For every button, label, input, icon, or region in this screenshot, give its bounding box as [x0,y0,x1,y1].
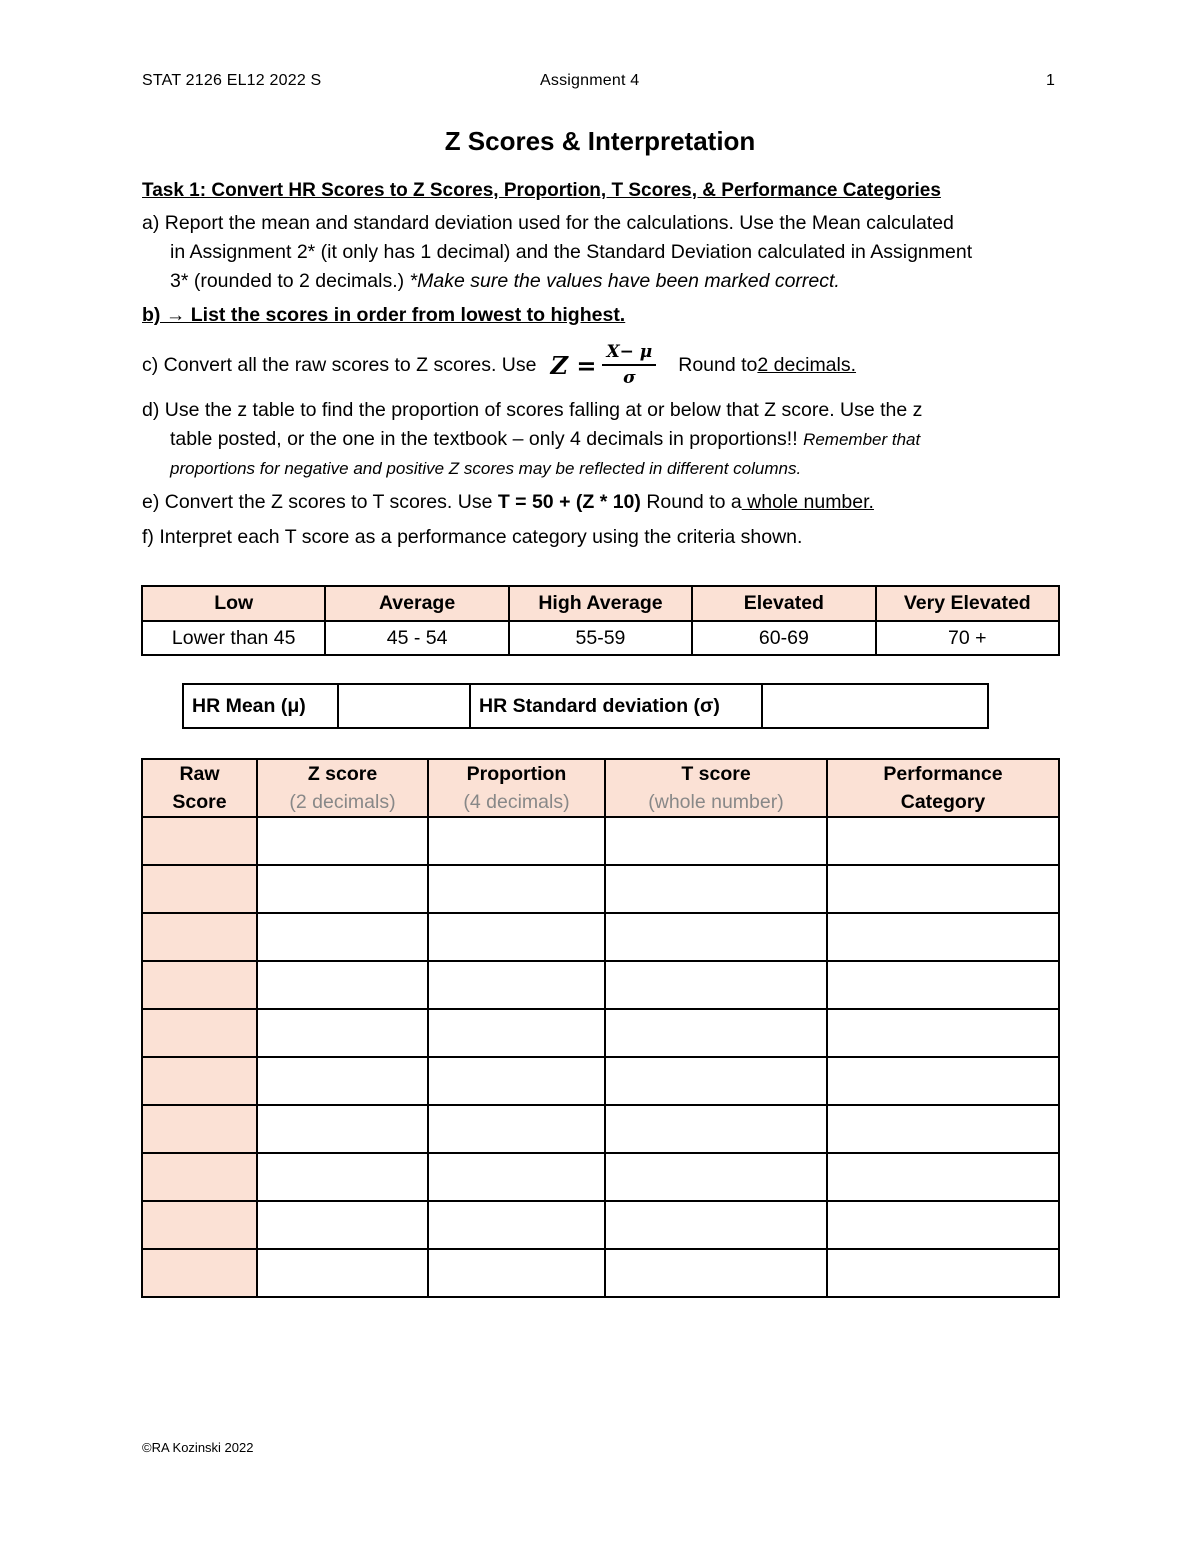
item-d-line2 [170,428,920,451]
category-high-average-range: 55-59 [509,621,692,655]
table-row [142,1105,1059,1153]
performance-category-cell[interactable] [827,1201,1059,1249]
z-score-header-note: (2 decimals) [289,791,396,813]
t-score-cell[interactable] [605,961,827,1009]
item-e-text: e) Convert the Z scores to T scores. Use [142,491,498,513]
t-score-cell[interactable] [605,817,827,865]
t-score-cell[interactable] [605,1105,827,1153]
item-c-round-value: 2 decimals. [757,353,857,376]
raw-score-cell[interactable] [142,913,257,961]
item-e-round-label: Round to a [646,491,742,513]
header-course: STAT 2126 EL12 2022 S [142,72,322,89]
performance-category-cell[interactable] [827,1057,1059,1105]
category-very-elevated-range: 70 + [876,621,1059,655]
raw-score-cell[interactable] [142,1009,257,1057]
raw-score-cell[interactable] [142,1057,257,1105]
scores-table [141,758,1060,1298]
category-elevated-range: 60-69 [692,621,875,655]
category-average-header: Average [325,586,508,621]
z-score-header-line1: Z score [307,763,378,785]
t-formula: T = 50 + (Z * 10) [497,491,647,513]
z-formula-fraction [602,342,656,388]
item-c-text: c) Convert all the raw scores to Z scores. Use [142,353,537,376]
z-score-cell[interactable] [257,1153,428,1201]
hr-stats-table [182,683,989,729]
item-c [142,338,856,392]
t-score-header-note: (whole number) [648,791,784,813]
raw-score-header-line2: Score [172,791,227,813]
item-a-note: *Make sure the values have been marked correct. [409,270,840,292]
z-score-cell[interactable] [257,1105,428,1153]
raw-score-cell[interactable] [142,865,257,913]
t-score-cell[interactable] [605,1153,827,1201]
category-low-range: Lower than 45 [142,621,325,655]
z-score-cell[interactable] [257,1249,428,1297]
z-score-cell[interactable] [257,1057,428,1105]
table-row [142,913,1059,961]
hr-mean-input[interactable] [338,684,470,728]
table-row [142,1009,1059,1057]
z-score-cell[interactable] [257,817,428,865]
raw-score-cell[interactable] [142,1201,257,1249]
raw-score-cell[interactable] [142,1153,257,1201]
scores-table-body [142,817,1059,1297]
performance-category-cell[interactable] [827,913,1059,961]
item-f: f) Interpret each T score as a performance category using the criteria shown. [142,526,803,548]
z-score-cell[interactable] [257,1009,428,1057]
page-title: Z Scores & Interpretation [444,126,756,156]
t-score-cell[interactable] [605,1249,827,1297]
item-d-line1: d) Use the z table to find the proportion of scores falling at or below that Z score. Use the z [142,399,923,421]
category-average-range: 45 - 54 [325,621,508,655]
hr-sd-label: HR Standard deviation (σ) [470,684,762,728]
item-e [142,491,874,514]
performance-category-cell[interactable] [827,1009,1059,1057]
item-e-round-value: whole number. [741,491,874,513]
table-row [142,1153,1059,1201]
proportion-header-line1: Proportion [466,763,567,785]
performance-category-cell[interactable] [827,817,1059,865]
z-formula-lhs: Z = [550,350,597,380]
item-d-note-start: Remember that [803,430,921,449]
raw-score-header-line1: Raw [179,763,220,785]
t-score-cell[interactable] [605,913,827,961]
task-heading: Task 1: Convert HR Scores to Z Scores, Proportion, T Scores, & Performance Categories [142,180,941,201]
item-a-line3 [170,270,840,293]
category-low-header: Low [142,586,325,621]
t-score-cell[interactable] [605,1201,827,1249]
table-row [142,865,1059,913]
raw-score-cell[interactable] [142,961,257,1009]
header-page-number: 1 [1046,72,1056,89]
table-row [142,961,1059,1009]
z-score-cell[interactable] [257,1201,428,1249]
raw-score-cell[interactable] [142,1105,257,1153]
z-formula-numerator: X− μ [602,342,656,366]
raw-score-cell[interactable] [142,817,257,865]
z-score-cell[interactable] [257,865,428,913]
performance-category-cell[interactable] [827,1249,1059,1297]
performance-category-cell[interactable] [827,1153,1059,1201]
item-d-line2-text: table posted, or the one in the textbook – only 4 decimals in proportions!! [170,428,804,450]
z-score-cell[interactable] [257,961,428,1009]
category-very-elevated-header: Very Elevated [876,586,1059,621]
proportion-cell[interactable] [428,1009,605,1057]
z-score-cell[interactable] [257,913,428,961]
item-c-round-label: Round to [678,353,758,376]
t-score-cell[interactable] [605,1009,827,1057]
performance-category-cell[interactable] [827,961,1059,1009]
proportion-cell[interactable] [428,1249,605,1297]
performance-category-cell[interactable] [827,865,1059,913]
t-score-header [605,759,827,817]
t-score-cell[interactable] [605,865,827,913]
performance-category-header-line2: Category [900,791,986,813]
table-row [142,1201,1059,1249]
item-a-line2: in Assignment 2* (it only has 1 decimal) and the Standard Deviation calculated in Assignment [170,241,973,263]
performance-category-header [827,759,1059,817]
table-row [142,1057,1059,1105]
z-formula-denominator: σ [623,368,636,388]
proportion-cell[interactable] [428,865,605,913]
footer-copyright: ©RA Kozinski 2022 [142,1440,254,1455]
raw-score-cell[interactable] [142,1249,257,1297]
proportion-header [428,759,605,817]
z-score-header [257,759,428,817]
t-score-header-line1: T score [681,763,751,785]
item-d-note: proportions for negative and positive Z scores may be reflected in different columns. [170,459,802,478]
proportion-cell[interactable] [428,961,605,1009]
raw-score-header [142,759,257,817]
proportion-cell[interactable] [428,817,605,865]
proportion-header-note: (4 decimals) [463,791,570,813]
category-high-average-header: High Average [509,586,692,621]
proportion-cell[interactable] [428,1057,605,1105]
header-assignment: Assignment 4 [540,72,640,89]
t-score-cell[interactable] [605,1057,827,1105]
item-b: b) → List the scores in order from lowest to highest. [142,304,626,326]
hr-mean-label: HR Mean (μ) [183,684,338,728]
performance-criteria-table [141,585,1060,656]
hr-sd-input[interactable] [762,684,988,728]
proportion-cell[interactable] [428,1105,605,1153]
category-elevated-header: Elevated [692,586,875,621]
performance-category-header-line1: Performance [883,763,1003,785]
item-a-line1: a) Report the mean and standard deviation used for the calculations. Use the Mean calculated [142,212,954,234]
table-row [142,1249,1059,1297]
proportion-cell[interactable] [428,1201,605,1249]
table-row [142,817,1059,865]
proportion-cell[interactable] [428,913,605,961]
item-a-line3-text: 3* (rounded to 2 decimals.) [170,270,410,292]
proportion-cell[interactable] [428,1153,605,1201]
performance-category-cell[interactable] [827,1105,1059,1153]
